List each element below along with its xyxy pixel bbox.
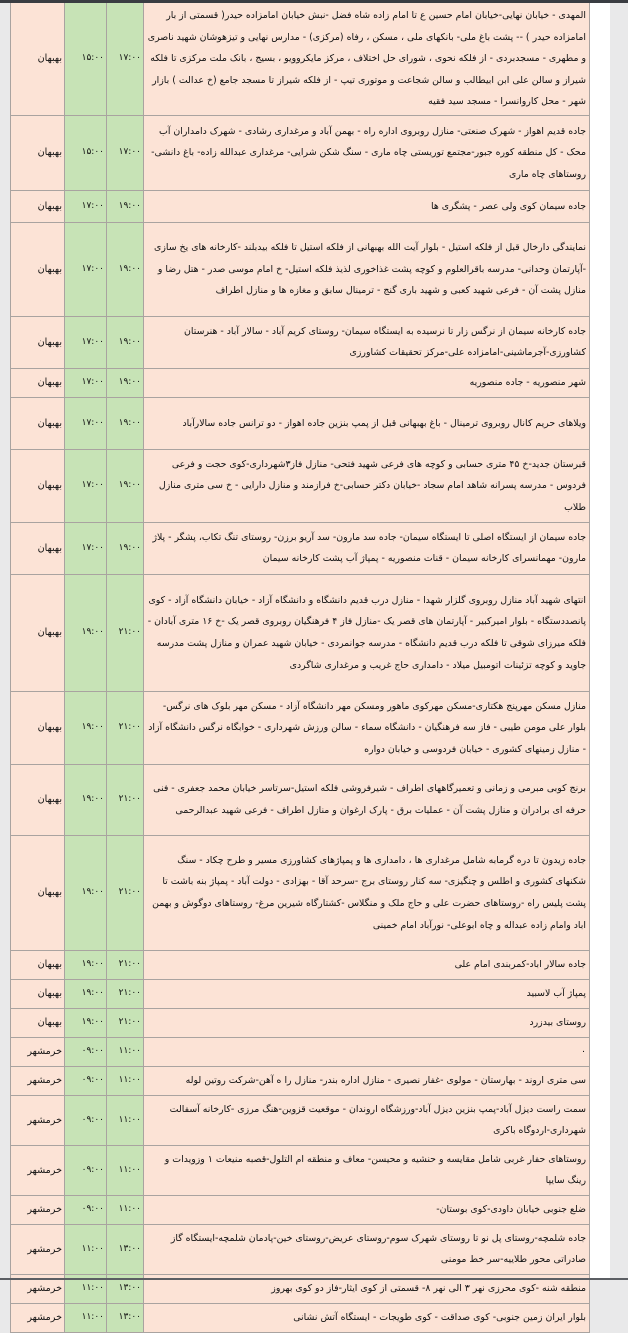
- area-description-cell: نمایندگی دارخال قبل از فلکه استیل - بلوار آیت الله بهبهانی از فلکه استیل تا فلکه بیدبلند -کارخانه های یخ سازی -آپارتمان وحدانی- مدرسه باقرالعلوم و کوچه پشت غذاخوری لذیذ فلکه استیل- خ امام موسی صدر - هتل رضا و منازل پشت آن - فرعی شهید کعبی و شهید باری گنج - ترمینال سابق و مغازه ها و منازل اطراف: [144, 222, 590, 316]
- table-row: [11, 1224, 590, 1274]
- table-row: [11, 1037, 590, 1066]
- city-cell: بهبهان: [11, 522, 65, 574]
- end-time-cell: ۱۹:۰۰: [107, 316, 144, 368]
- table-row: [11, 1066, 590, 1095]
- city-cell: بهبهان: [11, 574, 65, 691]
- end-time-cell: ۱۳:۰۰: [107, 1224, 144, 1274]
- city-cell: خرمشهر: [11, 1145, 65, 1195]
- start-time-cell: ۱۹:۰۰: [65, 691, 107, 764]
- start-time-cell: ۱۹:۰۰: [65, 1008, 107, 1037]
- start-time-cell: ۱۱:۰۰: [65, 1224, 107, 1274]
- end-time-cell: ۱۳:۰۰: [107, 1274, 144, 1303]
- end-time-cell: ۲۱:۰۰: [107, 950, 144, 979]
- start-time-cell: ۱۵:۰۰: [65, 115, 107, 190]
- table-row: [11, 1303, 590, 1332]
- city-cell: بهبهان: [11, 115, 65, 190]
- area-description-cell: برنج کوبی مبرمی و زمانی و تعمیرگاههای اطراف - شیرفروشی فلکه استیل-سرتاسر خیابان محمد جعفری - فنی حرفه ای برادران و منازل پشت آن - عملیات برق - پارک ارغوان و منازل اطراف - فرعی شهید عبدالرحمی: [144, 764, 590, 835]
- city-cell: بهبهان: [11, 764, 65, 835]
- end-time-cell: ۱۱:۰۰: [107, 1037, 144, 1066]
- table-row: [11, 190, 590, 222]
- city-cell: بهبهان: [11, 691, 65, 764]
- city-cell: خرمشهر: [11, 1274, 65, 1303]
- area-description-cell: جاده سیمان کوی ولی عصر - پشگری ها: [144, 190, 590, 222]
- start-time-cell: ۰۹:۰۰: [65, 1066, 107, 1095]
- city-cell: بهبهان: [11, 3, 65, 115]
- start-time-cell: ۱۷:۰۰: [65, 449, 107, 522]
- end-time-cell: ۱۱:۰۰: [107, 1195, 144, 1224]
- area-description-cell: روستای بیدزرد: [144, 1008, 590, 1037]
- area-description-cell: جاده کارخانه سیمان از نرگس زار تا نرسیده به ایستگاه سیمان- روستای کریم آباد - سالار آباد - هنرستان کشاورزی-آجرماشینی-امامزاده علی-مرکز تحقیقات کشاورزی: [144, 316, 590, 368]
- end-time-cell: ۱۱:۰۰: [107, 1145, 144, 1195]
- end-time-cell: ۱۹:۰۰: [107, 522, 144, 574]
- area-description-cell: پمپاژ آب لاسبید: [144, 979, 590, 1008]
- area-description-cell: جاده سیمان از ایستگاه اصلی تا ایستگاه سیمان- جاده سد مارون- سد آریو برزن- روستای تنگ تکاب، پشگر - پلاژ مارون- مهمانسرای کارخانه سیمان - قنات منصوریه - پمپاژ آب پشت کارخانه سیمان: [144, 522, 590, 574]
- table-row: [11, 574, 590, 691]
- end-time-cell: ۱۹:۰۰: [107, 397, 144, 449]
- start-time-cell: ۱۹:۰۰: [65, 764, 107, 835]
- table-row: [11, 1195, 590, 1224]
- table-row: [11, 950, 590, 979]
- start-time-cell: ۰۹:۰۰: [65, 1095, 107, 1145]
- table-row: [11, 835, 590, 950]
- area-description-cell: منازل مسکن مهرپنج هکتاری-مسکن مهرکوی ماهور ومسکن مهر دانشگاه آزاد - مسکن مهر بلوک های نرگس- بلوار علی مومن طیبی - فاز سه فرهنگیان - دانشگاه سماء - سالن ورزش شهرداری - خوابگاه نرگس دانشگاه آزاد - منازل زمینهای کشوری - خیابان فردوسی و خیابان دواره: [144, 691, 590, 764]
- city-cell: بهبهان: [11, 950, 65, 979]
- area-description-cell: سی متری اروند - بهارستان - مولوی -غفار نصیری - منازل اداره بندر- منازل را ه آهن-شرکت روتین لوله: [144, 1066, 590, 1095]
- end-time-cell: ۱۹:۰۰: [107, 368, 144, 397]
- table-row: [11, 1008, 590, 1037]
- table-row: [11, 979, 590, 1008]
- city-cell: خرمشهر: [11, 1195, 65, 1224]
- start-time-cell: ۱۱:۰۰: [65, 1274, 107, 1303]
- end-time-cell: ۲۱:۰۰: [107, 1008, 144, 1037]
- table-row: [11, 1145, 590, 1195]
- start-time-cell: ۱۷:۰۰: [65, 222, 107, 316]
- city-cell: خرمشهر: [11, 1303, 65, 1332]
- start-time-cell: ۱۹:۰۰: [65, 835, 107, 950]
- outage-schedule-table: [10, 3, 590, 1333]
- table-row: [11, 115, 590, 190]
- table-row: [11, 449, 590, 522]
- page-margin: [590, 3, 610, 1280]
- end-time-cell: ۲۱:۰۰: [107, 835, 144, 950]
- start-time-cell: ۱۷:۰۰: [65, 368, 107, 397]
- table-row: [11, 691, 590, 764]
- area-description-cell: ۰: [144, 1037, 590, 1066]
- table-row: [11, 1095, 590, 1145]
- table-row: [11, 316, 590, 368]
- end-time-cell: ۱۷:۰۰: [107, 115, 144, 190]
- city-cell: بهبهان: [11, 835, 65, 950]
- table-row: [11, 522, 590, 574]
- end-time-cell: ۲۱:۰۰: [107, 691, 144, 764]
- area-description-cell: جاده قدیم اهواز - شهرک صنعتی- منازل روبروی اداره راه - بهمن آباد و مرغداری رشادی - شهرک دامداران آب محک - کل منطقه کوره جبور-مجتمع توریستی چاه ماری - سنگ شکن شرایی- مرغداری عبدالله زاده- باغ دانشی- روستاهای چاه ماری: [144, 115, 590, 190]
- area-description-cell: منطقه شنه -کوی محرزی نهر ۳ الی نهر ۸- قسمتی از کوی ایثار-فاز دو کوی بهروز: [144, 1274, 590, 1303]
- end-time-cell: ۱۹:۰۰: [107, 449, 144, 522]
- city-cell: بهبهان: [11, 397, 65, 449]
- area-description-cell: قبرستان جدید-خ ۴۵ متری حسابی و کوچه های فرعی شهید فتحی- منازل فاز۳شهرداری-کوی حجت و فرعی فردوس - مدرسه پسرانه شاهد امام سجاد -خیابان دکتر حسابی-خ فرازمند و منازل دارایی - خ سی متری منازل طلاب: [144, 449, 590, 522]
- end-time-cell: ۲۱:۰۰: [107, 764, 144, 835]
- city-cell: بهبهان: [11, 368, 65, 397]
- area-description-cell: شهر منصوریه - جاده منصوریه: [144, 368, 590, 397]
- start-time-cell: ۱۱:۰۰: [65, 1303, 107, 1332]
- start-time-cell: ۱۹:۰۰: [65, 979, 107, 1008]
- area-description-cell: سمت راست دیزل آباد-پمپ بنزین دیزل آباد-ورزشگاه اروندان - موقعیت قزوین-هنگ مرزی -کارخانه آسفالت شهرداری-اردوگاه باکری: [144, 1095, 590, 1145]
- area-description-cell: جاده سالار اباد-کمربندی امام علی: [144, 950, 590, 979]
- start-time-cell: ۰۹:۰۰: [65, 1037, 107, 1066]
- start-time-cell: ۱۷:۰۰: [65, 522, 107, 574]
- table-row: [11, 3, 590, 115]
- table-row: [11, 764, 590, 835]
- table-row: [11, 222, 590, 316]
- table-row: [11, 368, 590, 397]
- start-time-cell: ۱۵:۰۰: [65, 3, 107, 115]
- city-cell: خرمشهر: [11, 1095, 65, 1145]
- end-time-cell: ۲۱:۰۰: [107, 979, 144, 1008]
- start-time-cell: ۱۹:۰۰: [65, 574, 107, 691]
- area-description-cell: انتهای شهید آباد منازل روبروی گلزار شهدا - منازل درب قدیم دانشگاه و دانشگاه آزاد - خیابان دانشگاه آزاد - کوی پانصددستگاه - بلوار امیرکبیر - آپارتمان های قصر یک -منازل فاز ۴ فرهنگیان روبروی قصر یک -خ ۱۶ متری آبادان - فلکه میرزای شوقی تا فلکه درب قدیم دانشگاه - مدرسه جوانمردی - خیابان شهید عمران و منازل پشت مدرسه جاوید و کوچه تزئینات اتومبیل میلاد - دامداری حاج غریب و مرغداری شاگردی: [144, 574, 590, 691]
- start-time-cell: ۱۷:۰۰: [65, 397, 107, 449]
- end-time-cell: ۱۱:۰۰: [107, 1095, 144, 1145]
- area-description-cell: ضلع جنوبی خیابان داودی-کوی بوستان-: [144, 1195, 590, 1224]
- area-description-cell: بلوار ایران زمین جنوبی- کوی صداقت - کوی طویجات - ایستگاه آتش نشانی: [144, 1303, 590, 1332]
- city-cell: خرمشهر: [11, 1066, 65, 1095]
- start-time-cell: ۱۷:۰۰: [65, 316, 107, 368]
- end-time-cell: ۱۹:۰۰: [107, 190, 144, 222]
- city-cell: بهبهان: [11, 190, 65, 222]
- start-time-cell: ۰۹:۰۰: [65, 1195, 107, 1224]
- end-time-cell: ۱۱:۰۰: [107, 1066, 144, 1095]
- end-time-cell: ۱۹:۰۰: [107, 222, 144, 316]
- city-cell: بهبهان: [11, 316, 65, 368]
- end-time-cell: ۲۱:۰۰: [107, 574, 144, 691]
- city-cell: بهبهان: [11, 449, 65, 522]
- city-cell: بهبهان: [11, 979, 65, 1008]
- end-time-cell: ۱۷:۰۰: [107, 3, 144, 115]
- city-cell: خرمشهر: [11, 1037, 65, 1066]
- start-time-cell: ۱۹:۰۰: [65, 950, 107, 979]
- scroll-gutter[interactable]: [610, 3, 628, 1280]
- end-time-cell: ۱۳:۰۰: [107, 1303, 144, 1332]
- area-description-cell: ویلاهای حریم کانال روبروی ترمینال - باغ بهبهانی قبل از پمپ بنزین جاده اهواز - دو ترانس جاده سالارآباد: [144, 397, 590, 449]
- area-description-cell: جاده زیدون تا دره گرمابه شامل مرغداری ها ، دامداری ها و پمپاژهای کشاورزی مسیر و طرح چکاد - سنگ شکنهای کشوری و اطلس و چنگیزی- سه کنار روستای برج -سرحد آقا - بهزادی - دولت آباد - پمپاژ بنه باشت تا پشت پلیس راه -روستاهای حضرت علی و حاج ملک و منگلاس -کشتارگاه شیرین مرغ- روستاهای دوگوش و بهمن اباد وامام زاده عبداله و چاه ابوعلی- نورآباد امام خمینی: [144, 835, 590, 950]
- city-cell: بهبهان: [11, 1008, 65, 1037]
- area-description-cell: جاده شلمچه-روستای پل نو تا روستای شهرک سوم-روستای عریض-روستای خین-پادمان شلمچه-ایستگاه گاز صادراتی محور طلاییه-سر خط مومنی: [144, 1224, 590, 1274]
- area-description-cell: روستاهای حفار غربی شامل مقایسه و حنشیه و محیسن- معاف و منطقه ام التلول-قصبه منیعات ۱ وزویدات و رینگ سایپا: [144, 1145, 590, 1195]
- start-time-cell: ۰۹:۰۰: [65, 1145, 107, 1195]
- city-cell: خرمشهر: [11, 1224, 65, 1274]
- table-row: [11, 397, 590, 449]
- area-description-cell: المهدی - خیابان نهایی-خیابان امام حسین ع تا امام زاده شاه فضل -نبش خیابان امامزاده حیدر( قسمتی از بار امامزاده حیدر ) -- پشت باغ ملی- بانکهای ملی ، مسکن ، رفاه (مرکزی) - مدارس نهایی و تیزهوشان شهید ناصری و مطهری - مسجدبردی - از فلکه نحوی ، شورای حل اختلاف ، مرکز مایکروویو ، بسیج ، بانک ملت مرکزی تا فلکه شیراز و سالن علی ابن ابیطالب و سالن شجاعت و موتوری تیپ - از فلکه شیراز تا مسجد جامع (خ عدالت ) بازار شهر - محل کاروانسرا - مسجد سید فقیه: [144, 3, 590, 115]
- city-cell: بهبهان: [11, 222, 65, 316]
- start-time-cell: ۱۷:۰۰: [65, 190, 107, 222]
